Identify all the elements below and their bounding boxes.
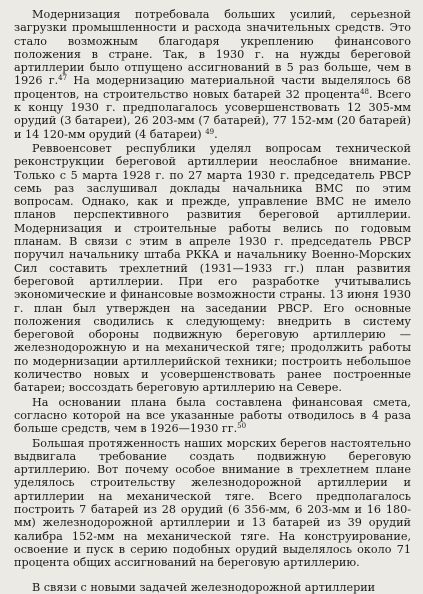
footnote-marker: 47 (58, 74, 68, 83)
text-run: На основании плана была составлена финансовая смета, согласно которой на все указанные работы отводилось в 4 раза больше средств, чем в 1926—1930 гг. (14, 395, 411, 436)
text-run: Большая протяженность наших морских берегов настоятельно выдвигала требование создать подвижную береговую артиллерию. Вот почему особое внимание в трехлетнем плане уделялось строительству железнодорожной артиллерии и артиллерии на механической тяге. Всего предполагалось построить 7 батарей из 28 орудий (6 356-мм, 6 203-мм и 16 180-мм) железнодорожной артиллерии и 13 батарей из 39 орудий калибра 152-мм на механической тяге. На конструирование, освоение и пуск в серию подобных орудий выделялось около 71 процента общих ассигнований на береговую артиллерию. (14, 436, 411, 570)
text-run: . Всего к концу 1930 г. предполагалось усовершенствовать 12 305-мм орудий (3 батареи), 26 203-мм (7 батарей), 77 152-мм (20 батарей) и 14 120-мм орудий (4 батареи) (14, 87, 411, 141)
text-run: . (214, 127, 218, 141)
paragraph (14, 437, 411, 570)
footnote-marker: 50 (237, 422, 247, 431)
footnote-marker: 48 (360, 87, 369, 96)
text-run: Реввоенсовет республики уделял вопросам технической реконструкции береговой артиллерии неослабное внимание. Только с 5 марта 1928 г. по 27 марта 1930 г. председатель РВСР семь раз заслушивал доклады начальника ВМС по этим вопросам. Однако, как и прежде, управление ВМС не имело планов перспективного развития береговой артиллерии. Модернизация и строительные работы велись по годовым планам. В связи с этим в апреле 1930 г. председатель РВСР поручил начальнику штаба РККА и начальнику Военно-Морских Сил составить трехлетний (1931—1933 гг.) план развития береговой артиллерии. При его разработке учитывались экономические и финансовые возможности страны. 13 июня 1930 г. план был утвержден на заседании РВСР. Его основные положения сводились к следующему: внедрить в систему береговой обороны подвижную береговую артиллерию — железнодорожную и на механической тяге; продолжить работы по модернизации артиллерийской техники; построить небольшое количество новых и усовершенствовать ранее построенные батареи; воссоздать береговую артиллерию на Севере. (14, 141, 411, 395)
partial-cut-off-line: В связи с новыми задачей железнодорожной артиллерии (32, 581, 376, 594)
paragraph (14, 142, 411, 395)
text-run: На модернизацию материальной части выделялось 68 процентов, на строительство новых батарей 32 процента (14, 74, 411, 101)
footnote-marker: 49 (205, 127, 215, 136)
text-run: Модернизация потребовала больших усилий, серьезной загрузки промышленности и расхода значительных средств. Это стало возможным благодаря укреплению финансового положения в стране. Так, в 1930 г. на нужды береговой артиллерии было отпущено ассигнований в 5 раз больше, чем в 1926 г. (14, 8, 411, 88)
paragraph (14, 8, 411, 141)
paragraph (14, 396, 411, 436)
body-text (14, 8, 411, 569)
